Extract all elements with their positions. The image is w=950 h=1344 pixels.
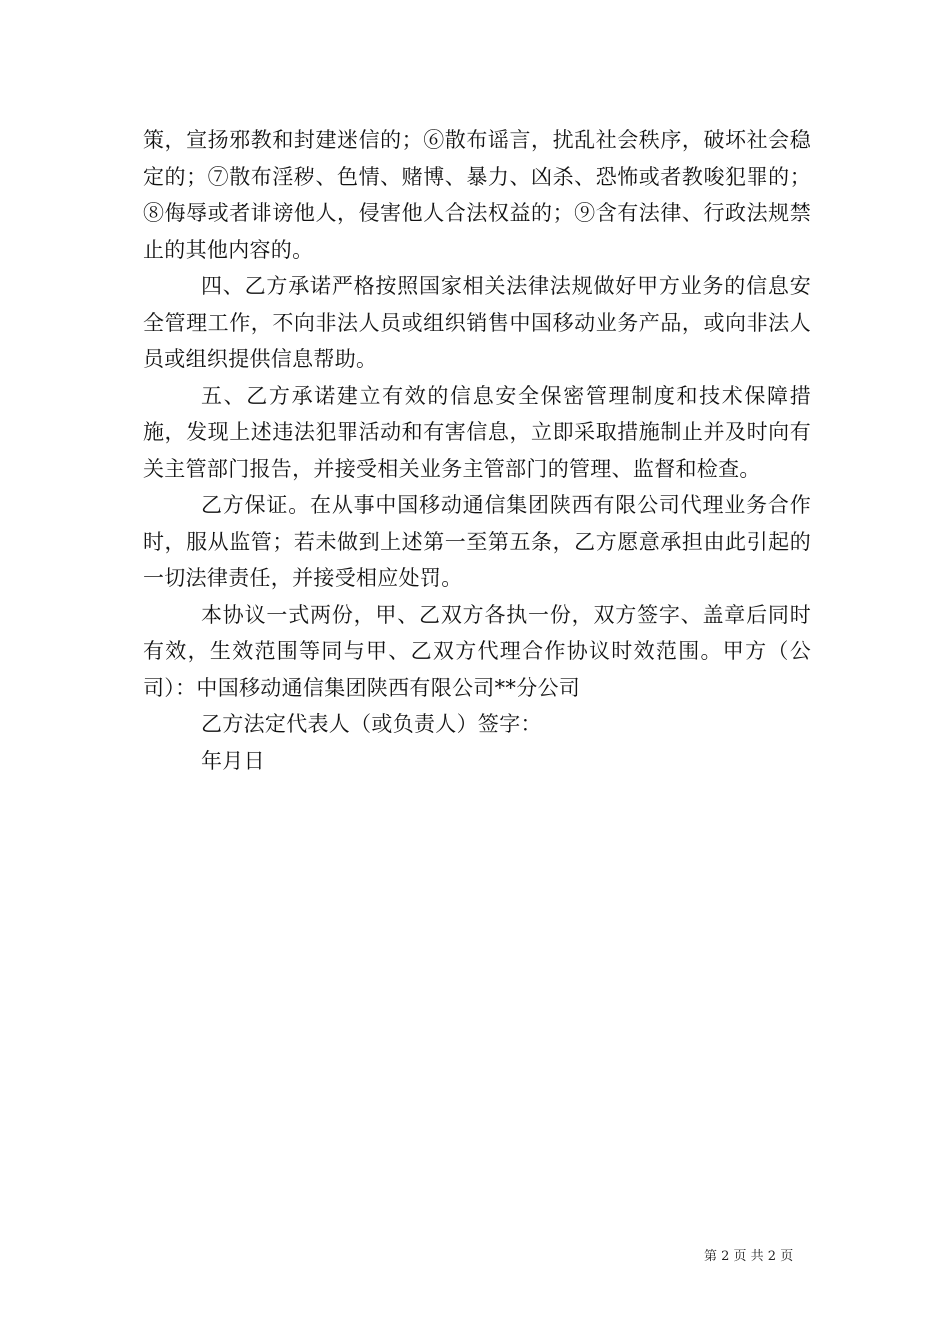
paragraph-prohibited-content: 策，宣扬邪教和封建迷信的；⑥散布谣言，扰乱社会秩序，破坏社会稳定的；⑦散布淫秽、色情、赌博、暴力、凶杀、恐怖或者教唆犯罪的；⑧侮辱或者诽谤他人，侵害他人合法权益的；⑨含有法律、行政法规禁止的其他内容的。 xyxy=(143,128,811,262)
paragraph-guarantee: 乙方保证。在从事中国移动通信集团陕西有限公司代理业务合作时，服从监管；若未做到上述第一至第五条，乙方愿意承担由此引起的一切法律责任，并接受相应处罚。 xyxy=(143,493,811,590)
date-line: 年月日 xyxy=(201,748,265,773)
paragraph-agreement-copies: 本协议一式两份，甲、乙双方各执一份，双方签字、盖章后同时有效，生效范围等同与甲、乙双方代理合作协议时效范围。甲方（公司）：中国移动通信集团陕西有限公司**分公司 xyxy=(143,602,811,700)
document-body xyxy=(143,122,811,779)
paragraph-clause-four: 四、乙方承诺严格按照国家相关法律法规做好甲方业务的信息安全管理工作，不向非法人员或组织销售中国移动业务产品，或向非法人员或组织提供信息帮助。 xyxy=(143,274,811,371)
page-number-footer: 第 2 页 共 2 页 xyxy=(704,1249,794,1264)
signature-line: 乙方法定代表人（或负责人）签字： xyxy=(201,712,542,736)
paragraph-clause-five: 五、乙方承诺建立有效的信息安全保密管理制度和技术保障措施，发现上述违法犯罪活动和有害信息，立即采取措施制止并及时向有关主管部门报告，并接受相关业务主管部门的管理、监督和检查。 xyxy=(143,383,811,481)
